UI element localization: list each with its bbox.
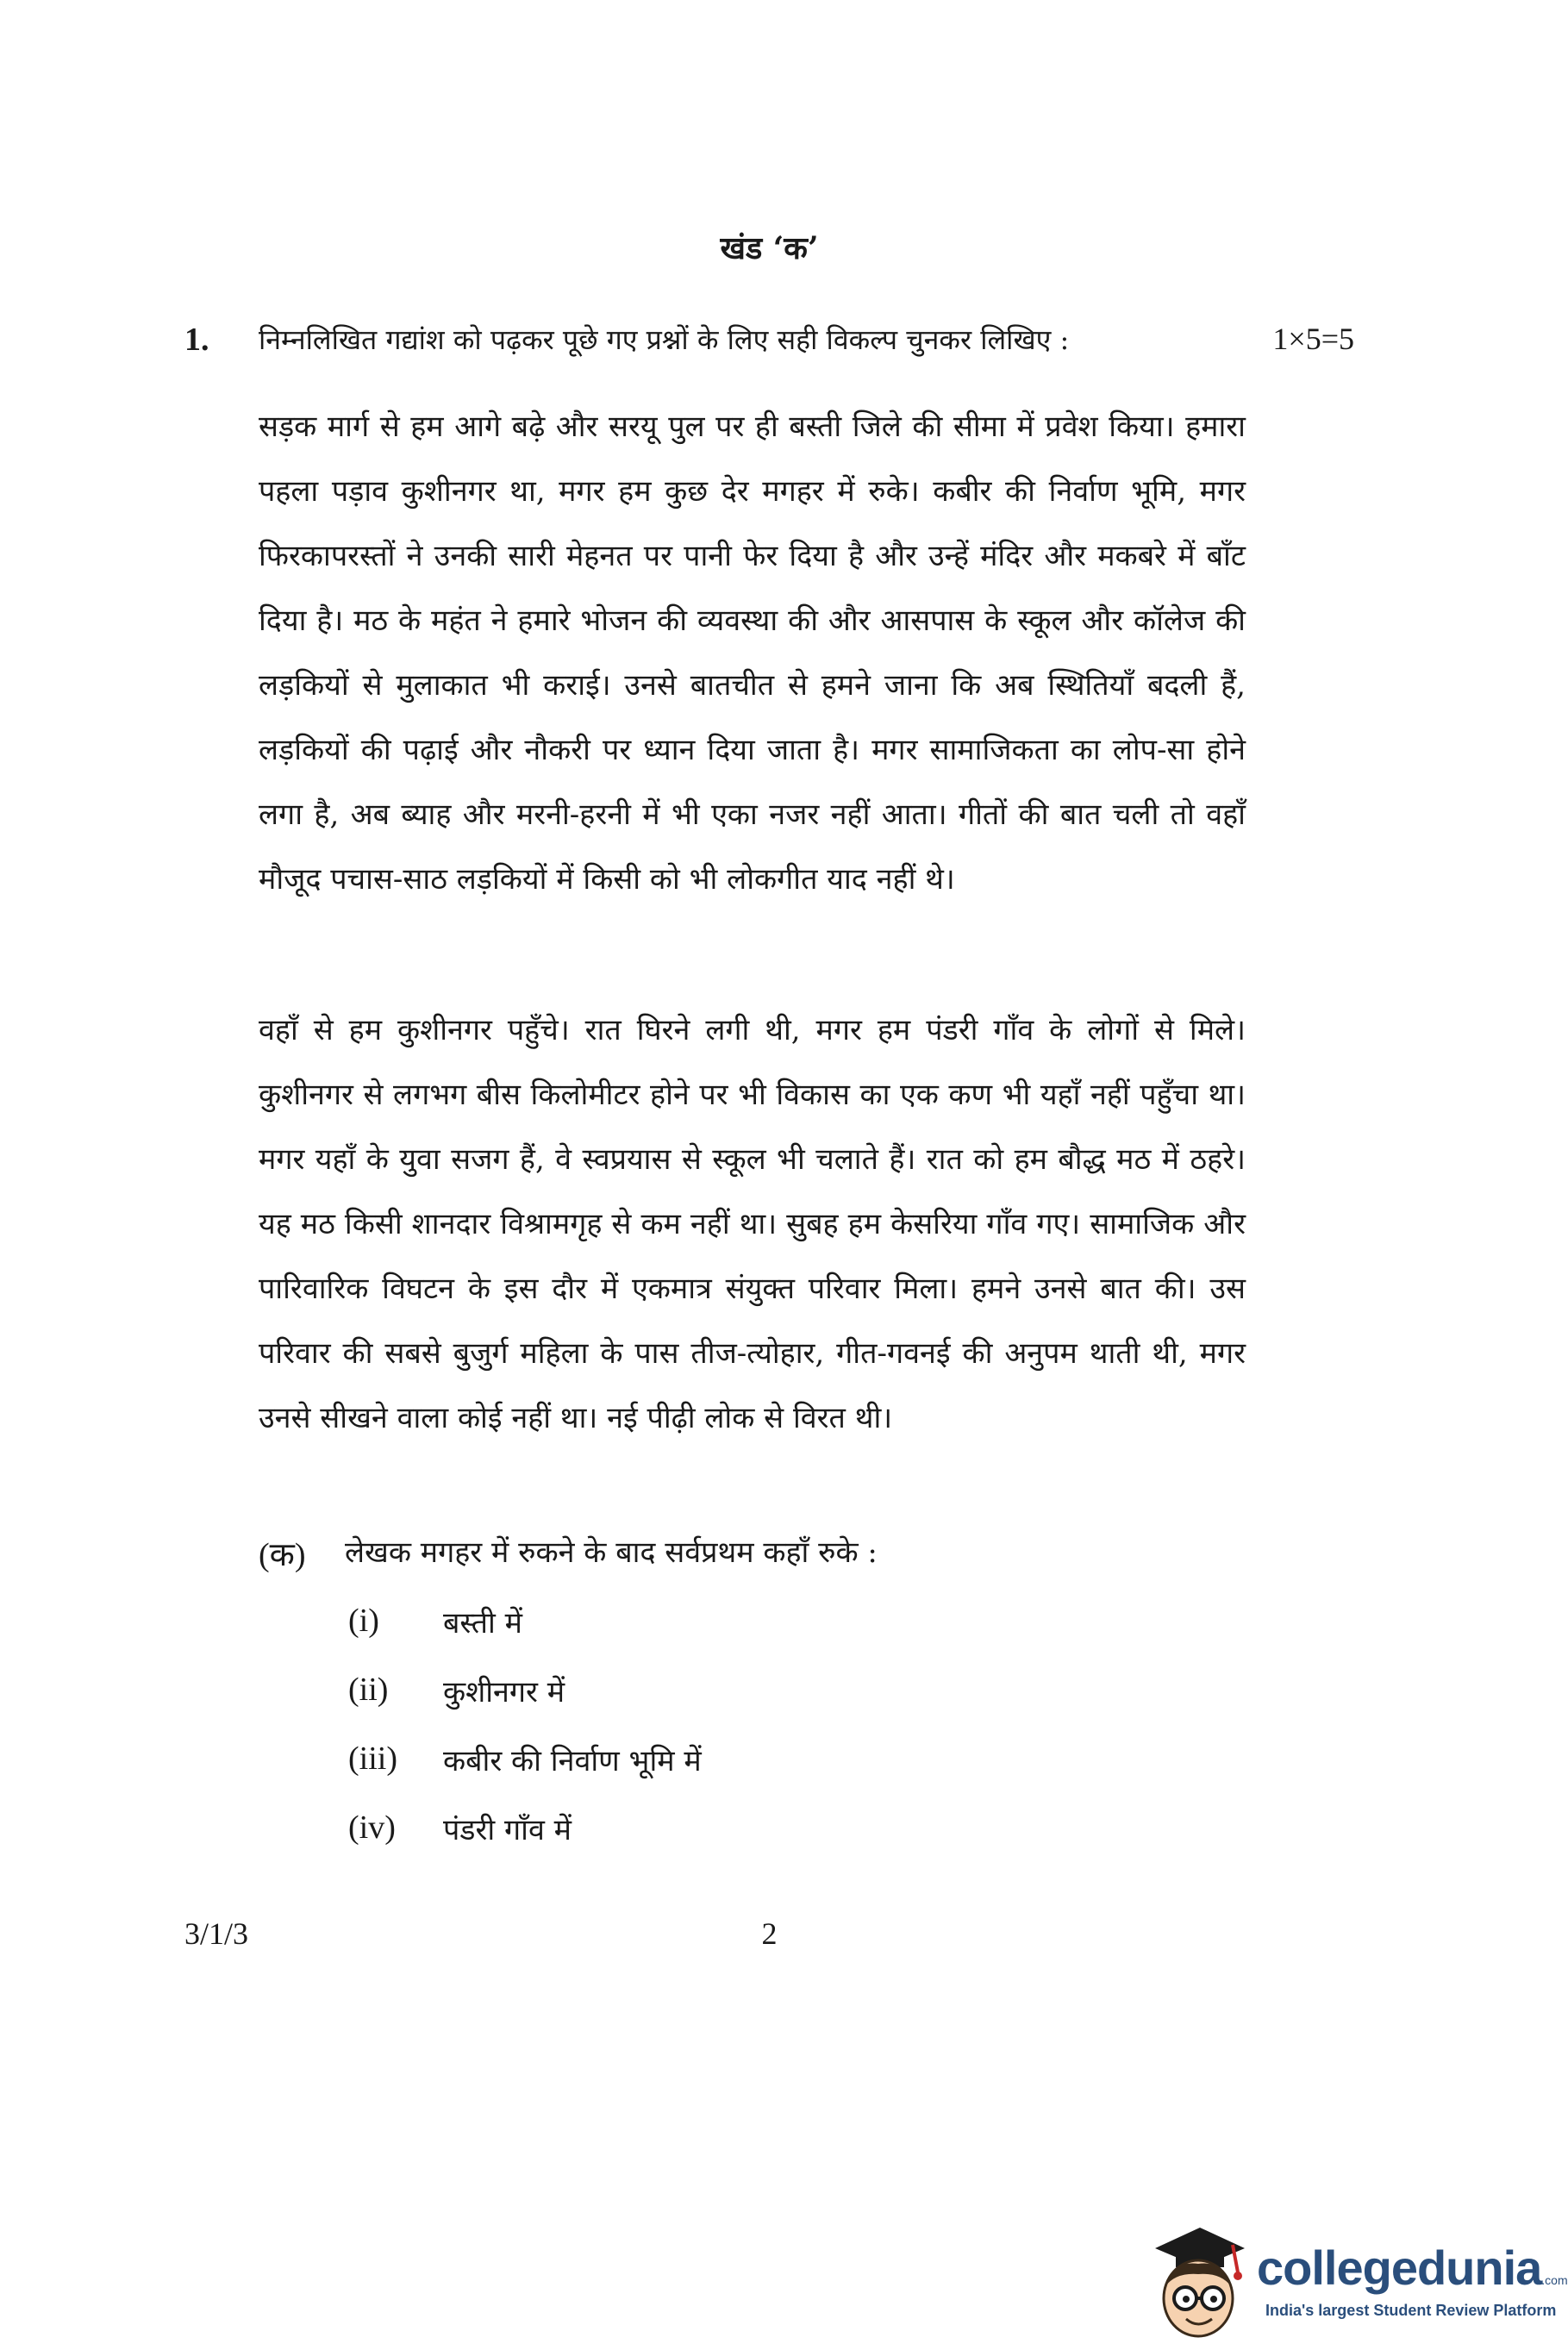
option-label: (i) [348, 1603, 379, 1639]
option-text: बस्ती में [443, 1606, 522, 1641]
option-text: कबीर की निर्वाण भूमि में [443, 1744, 702, 1778]
option-text: कुशीनगर में [443, 1675, 565, 1709]
paper-code: 3/1/3 [184, 1916, 249, 1951]
question-instruction: निम्नलिखित गद्यांश को पढ़कर पूछे गए प्रश्नों के लिए सही विकल्प चुनकर लिखिए : [259, 323, 1070, 356]
mascot-icon [1138, 2216, 1259, 2345]
passage-paragraph-2: वहाँ से हम कुशीनगर पहुँचे। रात घिरने लगी थी, मगर हम पंडरी गाँव के लोगों से मिले। कुशीनगर से लगभग बीस किलोमीटर होने पर भी विकास का एक कण भी यहाँ नहीं पहुँचा था। मगर यहाँ के युवा सजग हैं, वे स्वप्रयास से स्कूल भी चलाते हैं। रात को हम बौद्ध मठ में ठहरे। यह मठ किसी शानदार विश्रामगृह से कम नहीं था। सुबह हम केसरिया गाँव गए। सामाजिक और पारिवारिक विघटन के इस दौर में एकमात्र संयुक्त परिवार मिला। हमने उनसे बात की। उस परिवार की सबसे बुजुर्ग महिला के पास तीज-त्योहार, गीत-गवनई की अनुपम थाती थी, मगर उनसे सीखने वाला कोई नहीं था। नई पीढ़ी लोक से विरत थी। [259, 1013, 1246, 1435]
watermark-tagline: India's largest Student Review Platform [1265, 2302, 1557, 2319]
option-label: (iii) [348, 1741, 397, 1777]
option-text: पंडरी गाँव में [443, 1813, 572, 1847]
sub-question-text: लेखक मगहर में रुकने के बाद सर्वप्रथम कहाँ रुके : [345, 1535, 878, 1570]
question-marks: 1×5=5 [1272, 322, 1354, 356]
option-label: (iv) [348, 1809, 396, 1846]
watermark-brand-suffix: .com [1541, 2273, 1568, 2287]
collegedunia-watermark[interactable] [1138, 2216, 1568, 2345]
section-title: खंड ‘क’ [720, 230, 819, 266]
watermark-brand-name: collegedunia [1257, 2241, 1542, 2295]
page-number: 2 [761, 1916, 778, 1951]
passage-paragraph-1: सड़क मार्ग से हम आगे बढ़े और सरयू पुल पर ही बस्ती जिले की सीमा में प्रवेश किया। हमारा पहला पड़ाव कुशीनगर था, मगर हम कुछ देर मगहर में रुके। कबीर की निर्वाण भूमि, मगर फिरकापरस्तों ने उनकी सारी मेहनत पर पानी फेर दिया है और उन्हें मंदिर और मकबरे में बाँट दिया है। मठ के महंत ने हमारे भोजन की व्यवस्था की और आसपास के स्कूल और कॉलेज की लड़कियों से मुलाकात भी कराई। उनसे बातचीत से हमने जाना कि अब स्थितियाँ बदली हैं, लड़कियों की पढ़ाई और नौकरी पर ध्यान दिया जाता है। मगर सामाजिकता का लोप-सा होने लगा है, अब ब्याह और मरनी-हरनी में भी एका नजर नहीं आता। गीतों की बात चली तो वहाँ मौजूद पचास-साठ लड़कियों में किसी को भी लोकगीत याद नहीं थे। [259, 409, 1246, 897]
watermark-brand [1257, 2240, 1568, 2296]
option-label: (ii) [348, 1672, 389, 1708]
sub-question-label: (क) [259, 1537, 306, 1573]
question-number: 1. [184, 322, 209, 358]
